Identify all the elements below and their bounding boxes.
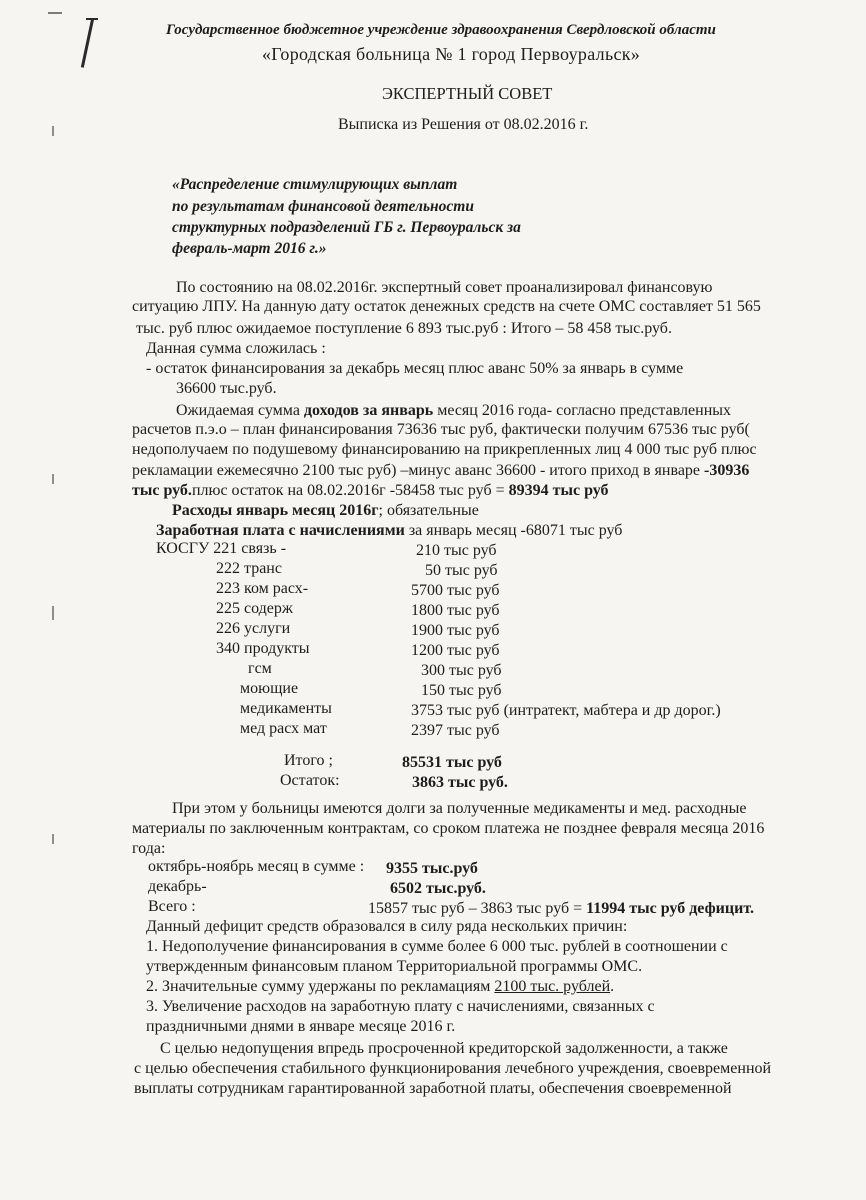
text-fragment: тыс руб.	[132, 482, 192, 499]
paragraph-line: ситуацию ЛПУ. На данную дату остаток денежных средств на счете ОМС составляет 51 565	[132, 298, 761, 315]
expense-label: КОСГУ 221 связь -	[156, 540, 287, 557]
debt-total-label: Всего :	[148, 898, 196, 915]
expense-label: 223 ком расх-	[216, 580, 309, 597]
expense-value: 1900 тыс руб	[411, 622, 500, 639]
reason-line: 3. Увеличение расходов на заработную плату с начислениями, связанных с	[146, 998, 655, 1015]
subject-line: структурных подразделений ГБ г. Первоуральск за	[172, 219, 521, 236]
expense-label: 226 услуги	[216, 620, 291, 637]
expense-label: мед расх мат	[240, 720, 327, 737]
text-fragment: Расходы январь месяц 2016г	[172, 502, 379, 519]
deficit-value: 11994 тыс руб дефицит.	[586, 900, 754, 917]
scan-mark	[52, 126, 54, 136]
rest-value: 3863 тыс руб.	[412, 774, 508, 791]
expense-value: 2397 тыс руб	[411, 722, 500, 739]
paragraph-line	[176, 402, 731, 420]
scan-mark	[52, 474, 54, 484]
expense-label: моющие	[240, 680, 299, 697]
expense-label: 222 транс	[216, 560, 282, 577]
expense-value: 5700 тыс руб	[411, 582, 500, 599]
expenses-title	[172, 502, 479, 520]
debt-total-line	[368, 900, 754, 918]
income-value: -30936	[704, 462, 750, 479]
text-fragment: ; обязательные	[378, 502, 479, 519]
income-label: доходов за январь	[303, 402, 434, 419]
debt-label: декабрь-	[148, 878, 207, 895]
paragraph-line: - остаток финансирования за декабрь месяц плюс аванс 50% за январь в сумме	[146, 360, 684, 377]
rest-label: Остаток:	[280, 772, 340, 789]
hospital-name: «Городская больница № 1 город Первоуральск»	[262, 44, 641, 64]
total-income-value: 89394 тыс руб	[508, 482, 609, 499]
paragraph-line: С целью недопущения впредь просроченной кредиторской задолженности, а также	[160, 1040, 728, 1057]
paragraph-line: По состоянию на 08.02.2016г. экспертный совет проанализировал финансовую	[176, 279, 713, 296]
reason-line: праздничными днями в январе месяце 2016 г.	[146, 1018, 456, 1035]
paragraph-line: Данная сумма сложилась :	[146, 340, 326, 357]
paragraph-line: 36600 тыс.руб.	[176, 380, 277, 397]
text-fragment: Ожидаемая сумма	[176, 402, 300, 419]
total-label: Итого ;	[284, 752, 333, 769]
expense-value: 1200 тыс руб	[411, 642, 500, 659]
council-title: ЭКСПЕРТНЫЙ СОВЕТ	[382, 84, 553, 103]
expense-value: 1800 тыс руб	[411, 602, 500, 619]
scan-mark	[48, 12, 62, 14]
paragraph-line: При этом у больницы имеются долги за полученные медикаменты и мед. расходные	[172, 800, 747, 817]
extract-title: Выписка из Решения от 08.02.2016 г.	[338, 116, 589, 133]
text-fragment: 2. Значительные сумму удержаны по рекламациям	[146, 978, 495, 995]
debt-label: октябрь-ноябрь месяц в сумме :	[148, 858, 365, 875]
text-fragment: 15857 тыс руб – 3863 тыс руб =	[368, 900, 583, 917]
expense-value: 210 тыс руб	[416, 542, 497, 559]
debt-value: 6502 тыс.руб.	[390, 880, 486, 897]
expense-value: 50 тыс руб	[425, 562, 498, 579]
paragraph-line: тыс. руб плюс ожидаемое поступление 6 893 тыс.руб : Итого – 58 458 тыс.руб.	[136, 320, 672, 337]
reason-line: 1. Недополучение финансирования в сумме более 6 000 тыс. рублей в соотношении с	[146, 938, 728, 955]
reason-line: утвержденным финансовым планом Территориальной программы ОМС.	[146, 958, 643, 975]
debt-value: 9355 тыс.руб	[386, 860, 478, 877]
text-fragment: плюс остаток на 08.02.2016г -58458 тыс руб =	[191, 482, 505, 499]
paragraph-line: выплаты сотрудникам гарантированной заработной платы, обеспечения своевременной	[134, 1080, 732, 1097]
reason-line	[146, 978, 614, 996]
expense-label: 225 содерж	[216, 600, 293, 617]
paragraph-line: недополучаем по подушевому финансированию на прикрепленных лиц 4 000 тыс руб плюс	[132, 441, 757, 458]
expense-value: 300 тыс руб	[421, 662, 502, 679]
expense-value: 3753 тыс руб (интратект, мабтера и др дорог.)	[411, 702, 721, 719]
salary-line	[156, 522, 622, 540]
scan-mark	[52, 606, 54, 620]
paragraph-line	[132, 482, 609, 500]
paragraph-line: года:	[132, 840, 166, 857]
scan-mark	[86, 18, 98, 20]
paragraph-line: материалы по заключенным контрактам, со сроком платежа не позднее февраля месяца 2016	[132, 820, 765, 837]
expense-label: медикаменты	[240, 700, 332, 717]
text-fragment: месяц 2016 года- согласно представленных	[437, 402, 731, 419]
text-fragment: Заработная плата с начислениями	[156, 522, 405, 539]
text-fragment: .	[610, 978, 615, 995]
scan-mark	[81, 18, 94, 68]
paragraph-line: Данный дефицит средств образовался в силу ряда нескольких причин:	[146, 918, 628, 935]
text-fragment: за январь месяц -68071 тыс руб	[404, 522, 623, 539]
expense-value: 150 тыс руб	[421, 682, 502, 699]
claims-amount: 2100 тыс. рублей	[494, 978, 611, 995]
scan-mark	[52, 834, 54, 844]
subject-line: февраль-март 2016 г.»	[172, 240, 327, 257]
text-fragment: рекламации ежемесячно 2100 тыс руб) –минус аванс 36600 - итого приход в январе	[132, 462, 701, 479]
subject-line: по результатам финансовой деятельности	[172, 198, 474, 215]
expense-label: гсм	[248, 660, 272, 677]
total-value: 85531 тыс руб	[402, 754, 502, 771]
paragraph-line: с целью обеспечения стабильного функционирования лечебного учреждения, своевременной	[134, 1060, 772, 1077]
paragraph-line: расчетов п.э.о – план финансирования 73636 тыс руб, фактически получим 67536 тыс руб(	[132, 421, 750, 438]
expense-label: 340 продукты	[216, 640, 310, 657]
org-name-line: Государственное бюджетное учреждение здравоохранения Свердловской области	[166, 22, 716, 38]
paragraph-line	[132, 462, 749, 480]
subject-line: «Распределение стимулирующих выплат	[172, 176, 458, 193]
